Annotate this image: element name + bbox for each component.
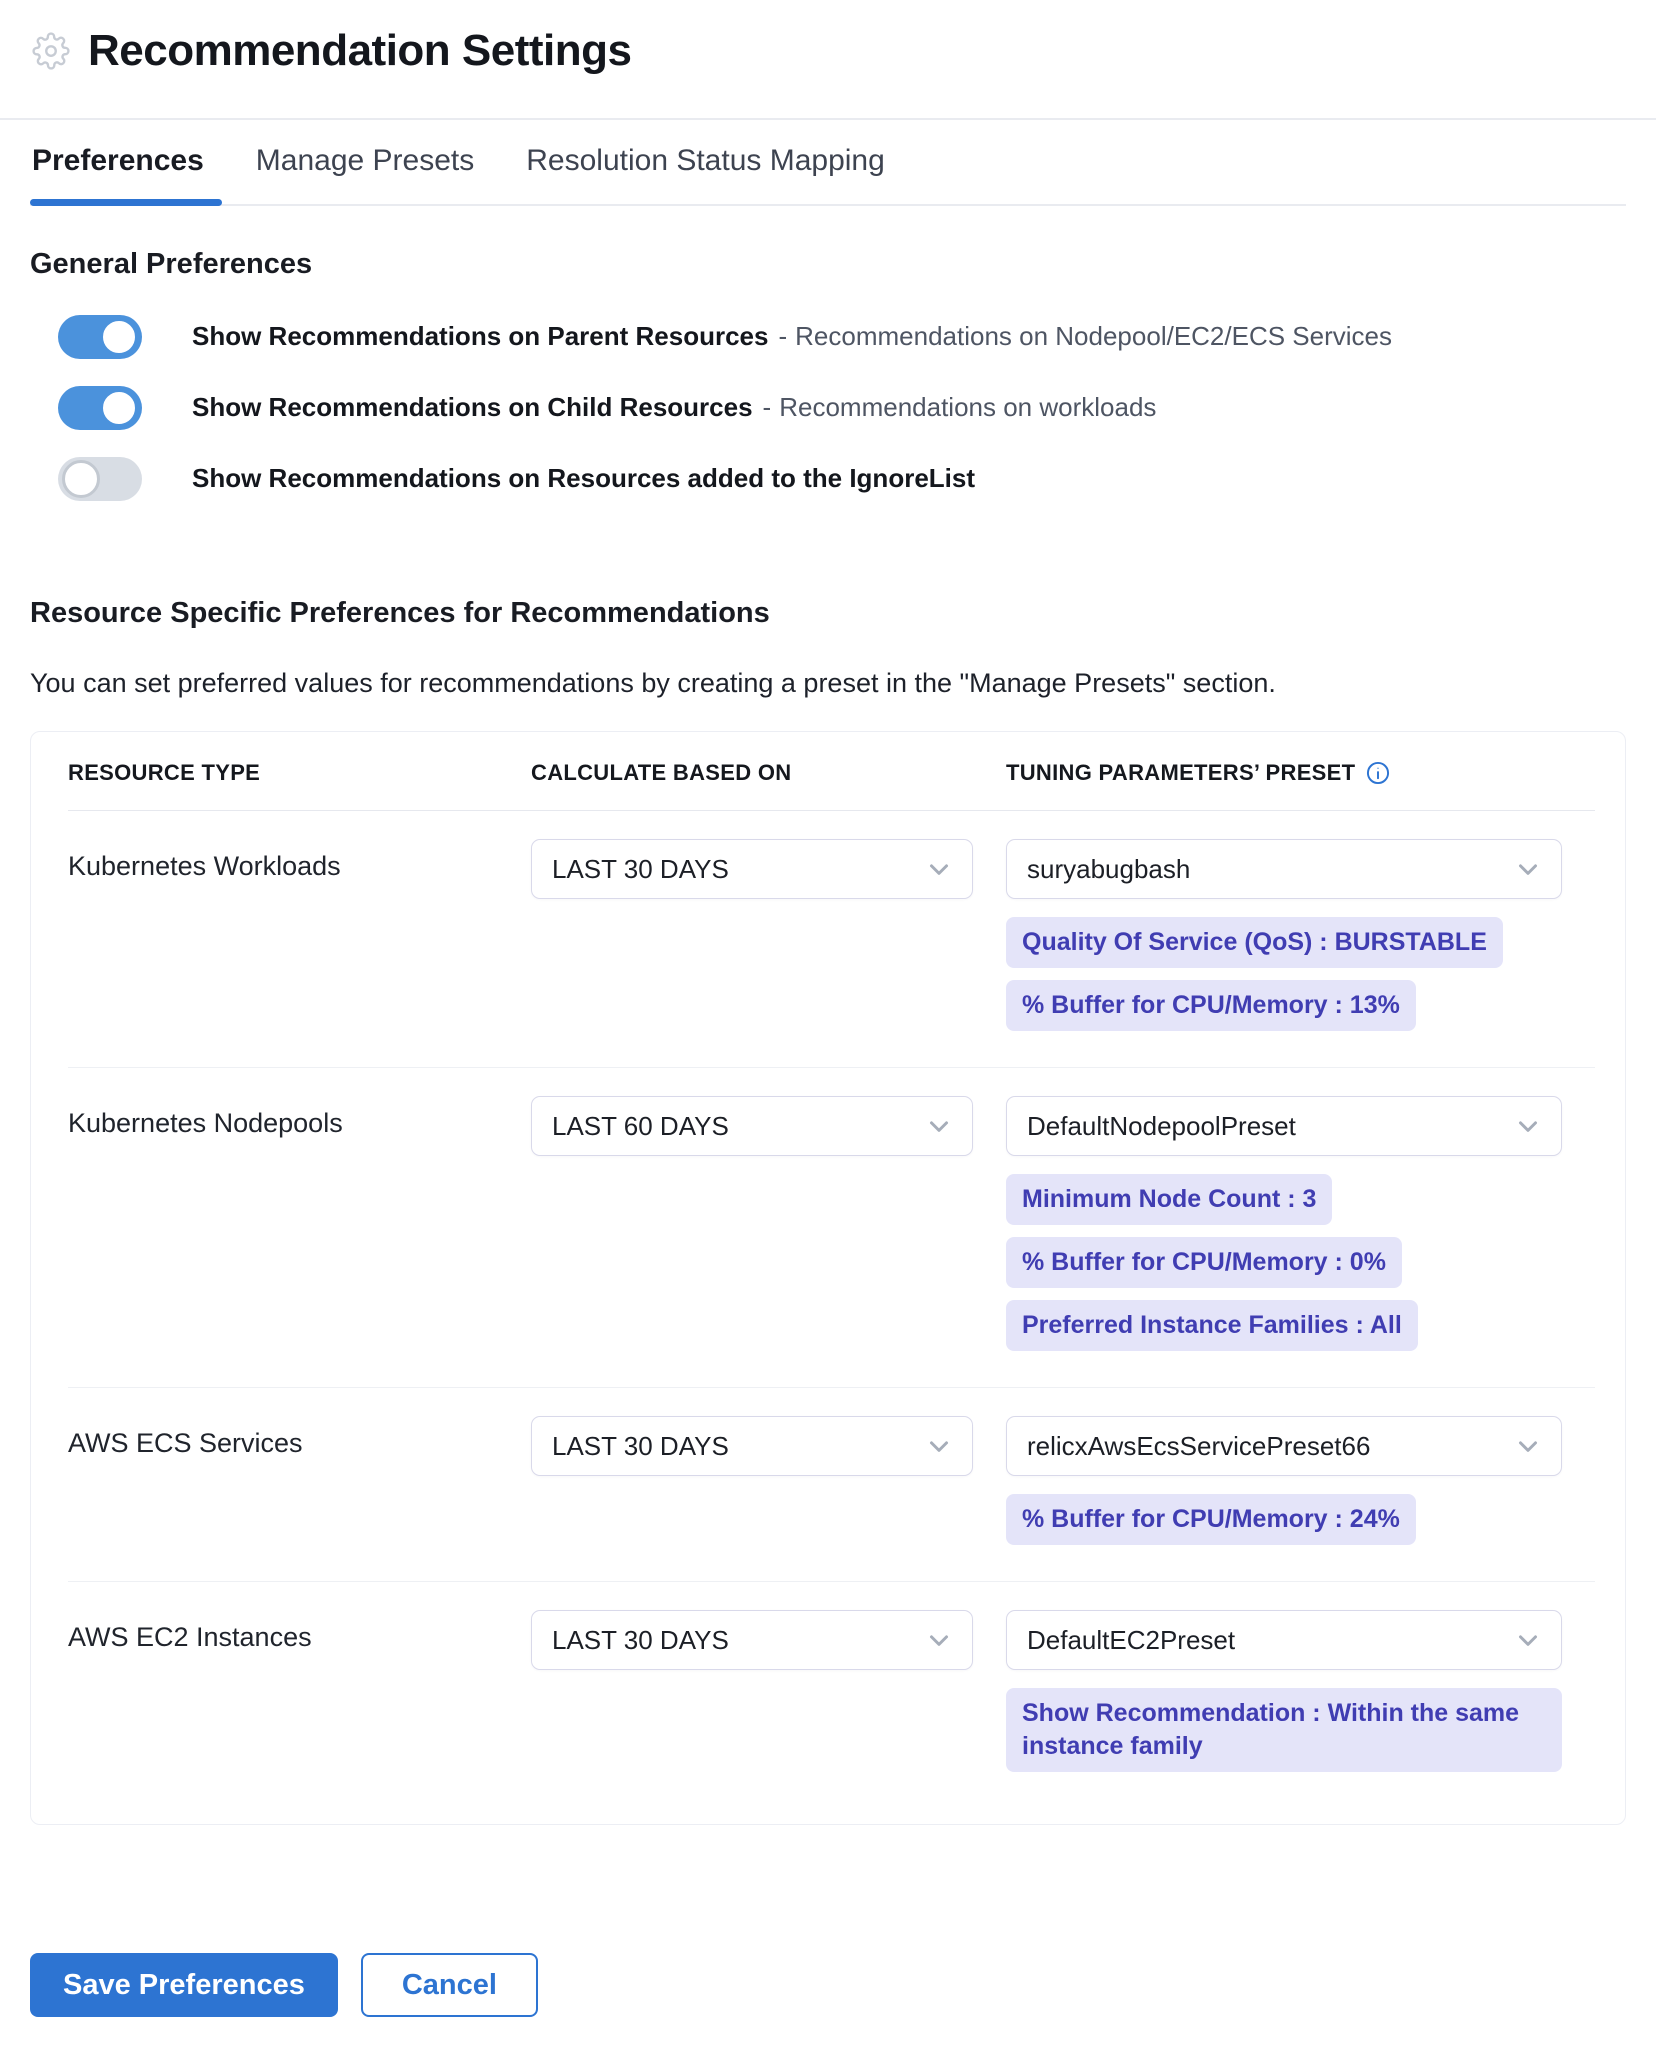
save-preferences-button[interactable]: Save Preferences bbox=[30, 1953, 338, 2017]
resource-specific-description: You can set preferred values for recommendations by creating a preset in the "Manage Presets" section. bbox=[30, 668, 1276, 698]
tab-bar bbox=[30, 120, 1626, 206]
toggle-text bbox=[192, 462, 975, 496]
toggle-ignorelist-resources[interactable] bbox=[58, 457, 142, 501]
toggle-label: Show Recommendations on Child Resources bbox=[192, 392, 753, 423]
select-value: suryabugbash bbox=[1027, 853, 1191, 884]
resource-type-label: Kubernetes Nodepools bbox=[68, 1108, 343, 1138]
table-row bbox=[68, 811, 1595, 1068]
column-header-resource-type: RESOURCE TYPE bbox=[68, 760, 261, 785]
tuning-preset-select[interactable] bbox=[1006, 839, 1562, 899]
tab-manage-presets[interactable]: Manage Presets bbox=[255, 144, 475, 177]
select-value: DefaultNodepoolPreset bbox=[1027, 1110, 1296, 1141]
table-body bbox=[68, 811, 1595, 1808]
preset-parameter-badge: % Buffer for CPU/Memory : 0% bbox=[1006, 1237, 1402, 1288]
general-preferences-heading: General Preferences bbox=[30, 248, 313, 280]
toggle-child-resources[interactable] bbox=[58, 386, 142, 430]
tab-resolution-status-mapping[interactable]: Resolution Status Mapping bbox=[526, 144, 885, 177]
column-header-calculate-based-on: CALCULATE BASED ON bbox=[531, 760, 792, 785]
chevron-down-icon bbox=[1513, 854, 1543, 884]
resource-type-label: AWS EC2 Instances bbox=[68, 1622, 312, 1652]
chevron-down-icon bbox=[924, 1625, 954, 1655]
table-row bbox=[68, 1388, 1595, 1582]
select-value: LAST 30 DAYS bbox=[552, 1624, 729, 1655]
toggle-text bbox=[192, 320, 1392, 354]
toggle-row-parent-resources bbox=[30, 315, 1626, 359]
table-row bbox=[68, 1068, 1595, 1388]
preset-parameter-badges bbox=[1006, 1688, 1562, 1772]
toggle-text bbox=[192, 391, 1156, 425]
toggle-parent-resources[interactable] bbox=[58, 315, 142, 359]
toggle-separator: - bbox=[778, 321, 788, 352]
column-header-tuning-preset-label: TUNING PARAMETERS’ PRESET bbox=[1006, 760, 1356, 785]
toggle-separator: - bbox=[762, 392, 772, 423]
page-title: Recommendation Settings bbox=[88, 26, 632, 75]
cancel-button[interactable]: Cancel bbox=[361, 1953, 538, 2017]
calculate-based-on-select[interactable] bbox=[531, 1610, 973, 1670]
select-value: LAST 30 DAYS bbox=[552, 853, 729, 884]
column-header-tuning-preset bbox=[1006, 760, 1562, 786]
chevron-down-icon bbox=[1513, 1111, 1543, 1141]
page-header bbox=[30, 26, 1626, 76]
toggle-knob bbox=[62, 460, 100, 498]
toggle-knob bbox=[100, 318, 138, 356]
gear-icon bbox=[32, 32, 70, 70]
preset-parameter-badges bbox=[1006, 1494, 1562, 1545]
table-row bbox=[68, 1582, 1595, 1808]
toggle-knob bbox=[100, 389, 138, 427]
chevron-down-icon bbox=[924, 1111, 954, 1141]
calculate-based-on-select[interactable] bbox=[531, 1416, 973, 1476]
tuning-preset-select[interactable] bbox=[1006, 1096, 1562, 1156]
select-value: LAST 30 DAYS bbox=[552, 1430, 729, 1461]
preset-parameter-badge: Quality Of Service (QoS) : BURSTABLE bbox=[1006, 917, 1503, 968]
preset-parameter-badge: % Buffer for CPU/Memory : 13% bbox=[1006, 980, 1416, 1031]
chevron-down-icon bbox=[924, 1431, 954, 1461]
calculate-based-on-select[interactable] bbox=[531, 839, 973, 899]
resource-type-label: AWS ECS Services bbox=[68, 1428, 303, 1458]
preset-parameter-badge: % Buffer for CPU/Memory : 24% bbox=[1006, 1494, 1416, 1545]
resource-specific-section bbox=[30, 597, 1626, 1825]
chevron-down-icon bbox=[1513, 1625, 1543, 1655]
toggle-list bbox=[30, 315, 1626, 501]
toggle-description: Recommendations on Nodepool/EC2/ECS Services bbox=[795, 321, 1392, 352]
select-value: relicxAwsEcsServicePreset66 bbox=[1027, 1430, 1371, 1461]
preset-parameter-badge: Minimum Node Count : 3 bbox=[1006, 1174, 1332, 1225]
tuning-preset-select[interactable] bbox=[1006, 1416, 1562, 1476]
chevron-down-icon bbox=[924, 854, 954, 884]
toggle-row-child-resources bbox=[30, 386, 1626, 430]
toggle-label: Show Recommendations on Parent Resources bbox=[192, 321, 769, 352]
preset-parameter-badges bbox=[1006, 1174, 1562, 1351]
toggle-row-ignorelist-resources bbox=[30, 457, 1626, 501]
table-header-row bbox=[68, 732, 1595, 811]
resource-preferences-card bbox=[30, 731, 1626, 1825]
toggle-label: Show Recommendations on Resources added to the IgnoreList bbox=[192, 463, 975, 494]
tab-preferences[interactable]: Preferences bbox=[30, 120, 206, 204]
preset-parameter-badge: Preferred Instance Families : All bbox=[1006, 1300, 1418, 1351]
chevron-down-icon bbox=[1513, 1431, 1543, 1461]
general-preferences-section bbox=[30, 248, 1626, 501]
info-icon[interactable] bbox=[1365, 760, 1391, 786]
resource-type-label: Kubernetes Workloads bbox=[68, 851, 341, 881]
resource-specific-heading: Resource Specific Preferences for Recommendations bbox=[30, 597, 770, 629]
toggle-description: Recommendations on workloads bbox=[779, 392, 1157, 423]
select-value: LAST 60 DAYS bbox=[552, 1110, 729, 1141]
footer-actions bbox=[30, 1953, 1626, 2017]
tuning-preset-select[interactable] bbox=[1006, 1610, 1562, 1670]
select-value: DefaultEC2Preset bbox=[1027, 1624, 1236, 1655]
calculate-based-on-select[interactable] bbox=[531, 1096, 973, 1156]
preset-parameter-badge: Show Recommendation : Within the same instance family bbox=[1006, 1688, 1562, 1772]
preset-parameter-badges bbox=[1006, 917, 1562, 1031]
